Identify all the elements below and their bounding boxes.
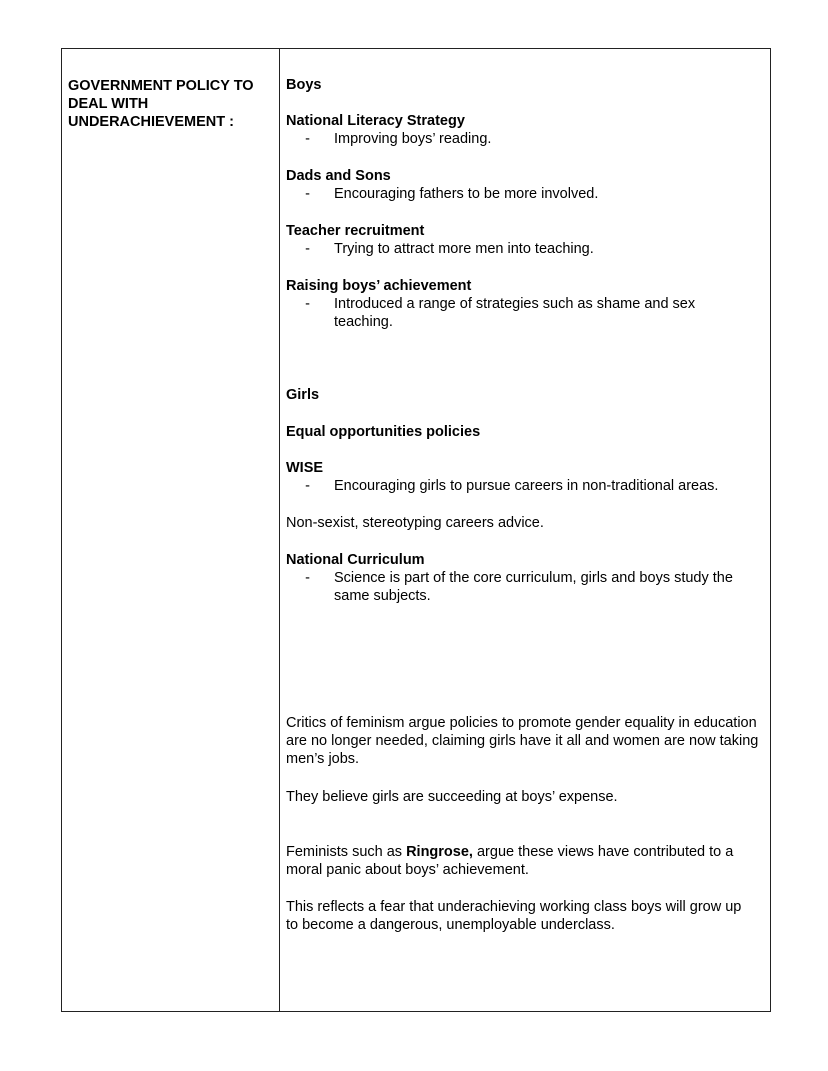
paragraph-text: argue these views have contributed to a moral panic about boys’ achievement. xyxy=(286,844,734,878)
bullet-dash: - xyxy=(305,131,310,147)
author-name: Ringrose, xyxy=(406,844,473,860)
policy-heading: WISE xyxy=(286,460,324,476)
critics-paragraph: Critics of feminism argue policies to promote gender equality in education are no longer needed, claiming girls have it all and women are now taking men’s jobs. xyxy=(286,715,759,767)
policy-teacher-recruitment xyxy=(286,222,762,258)
policy-heading: National Curriculum xyxy=(286,552,425,568)
policy-national-literacy xyxy=(286,112,762,148)
girls-title xyxy=(286,386,762,404)
bullet-dash: - xyxy=(305,570,310,586)
bullet-text: Introduced a range of strategies such as shame and sex teaching. xyxy=(334,296,696,330)
bullet-text: Science is part of the core curriculum, girls and boys study the same subjects. xyxy=(334,570,733,604)
policy-bullet xyxy=(286,240,762,258)
policy-dads-and-sons xyxy=(286,167,762,203)
bullet-text: Improving boys’ reading. xyxy=(334,131,492,147)
policy-national-curriculum xyxy=(286,551,750,605)
policy-bullet xyxy=(286,185,762,203)
bullet-dash: - xyxy=(305,241,310,257)
paragraph-text: Feminists such as xyxy=(286,844,407,860)
policy-heading: Teacher recruitment xyxy=(286,223,425,239)
policy-heading: Equal opportunities policies xyxy=(286,424,481,440)
ringrose-paragraph xyxy=(286,843,750,879)
policy-bullet xyxy=(286,569,750,605)
policy-heading: Dads and Sons xyxy=(286,168,391,184)
section-title: Girls xyxy=(286,387,320,403)
left-column xyxy=(62,49,280,1011)
underclass-paragraph: This reflects a fear that underachieving working class boys will grow up to become a dangerous, unemployable underclass. xyxy=(286,899,742,933)
policy-heading: Raising boys’ achievement xyxy=(286,278,472,294)
bullet-dash: - xyxy=(305,296,310,312)
bullet-dash: - xyxy=(305,478,310,494)
policy-bullet xyxy=(286,130,762,148)
policy-raising-boys-achievement xyxy=(286,277,710,331)
right-column xyxy=(280,49,770,1011)
boys-title xyxy=(286,76,762,94)
bullet-text: Encouraging girls to pursue careers in non-traditional areas. xyxy=(334,478,719,494)
row-heading: GOVERNMENT POLICY TO DEAL WITH UNDERACHIEVEMENT : xyxy=(68,78,254,130)
policy-table xyxy=(61,48,771,1012)
policy-heading: National Literacy Strategy xyxy=(286,113,465,129)
policy-bullet xyxy=(286,295,710,331)
policy-equal-opportunities xyxy=(286,423,762,441)
bullet-text: Trying to attract more men into teaching. xyxy=(334,241,594,257)
policy-wise xyxy=(286,459,762,495)
policy-bullet xyxy=(286,477,762,495)
section-title: Boys xyxy=(286,77,322,93)
bullet-dash: - xyxy=(305,186,310,202)
bullet-text: Encouraging fathers to be more involved. xyxy=(334,186,599,202)
critics-expense-paragraph: They believe girls are succeeding at boys’ expense. xyxy=(286,789,618,805)
careers-advice: Non-sexist, stereotyping careers advice. xyxy=(286,515,544,531)
